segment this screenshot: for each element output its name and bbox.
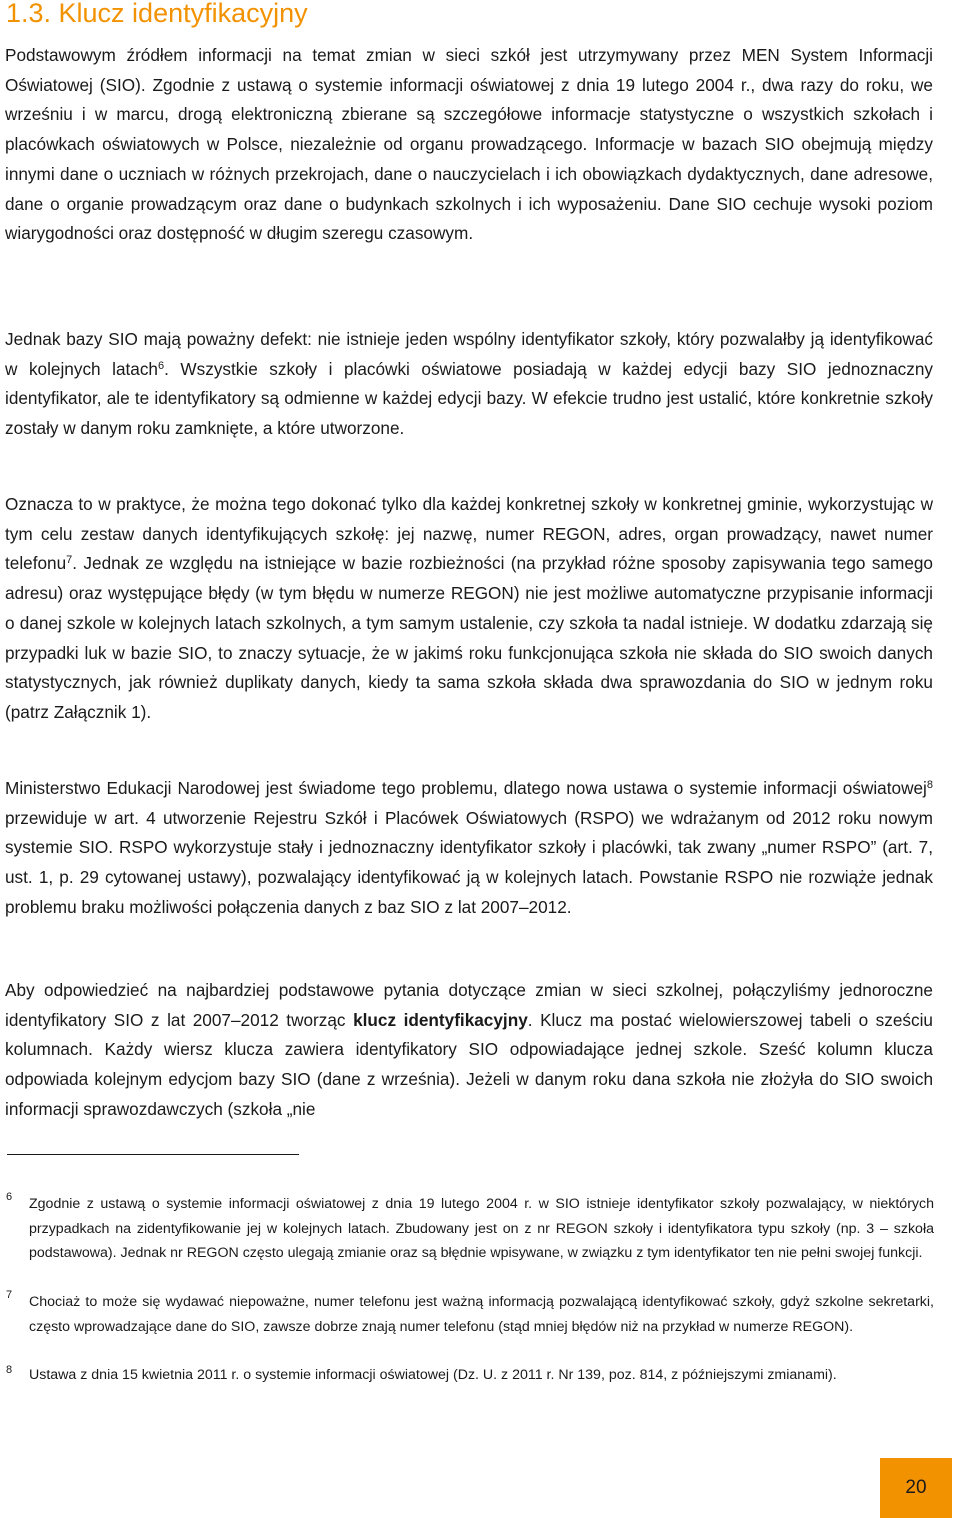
footnote-number: 6 [6,1191,13,1203]
footnote-7: Chociaż to może się wydawać niepoważne, numer telefonu jest ważną informacją pozwalającą identyfikować szkoły, gdyż szkolne sekretarki, często wprowadzające dane do SIO, zawsze dobrze znają numer telefonu (stąd mniej błędów niż na przykład w numerze REGON). [29,1294,934,1335]
paragraph-text: Aby odpowiedzieć na najbardziej podstawowe pytania dotyczące zmian w sieci szkolnej, połączyliśmy jednoroczne identyfikatory SIO z lat 2007–2012 tworząc [5,980,933,1030]
paragraph-practice [5,490,933,728]
page-number: 20 [905,1477,927,1498]
footnote-ref-6[interactable]: 6 [158,359,165,372]
paragraph-identification-key [5,976,933,1125]
paragraph-text: przewiduje w art. 4 utworzenie Rejestru Szkół i Placówek Oświatowych (RSPO) we wdrażanym od 2012 roku nowym systemie SIO. RSPO wykorzystuje stały i jednoznaczny identyfikator szkoły i placówki, tak zwany „numer RSPO” (art. 7, ust. 1, p. 29 cytowanej ustawy), pozwalający identyfikować ją w kolejnych latach. Powstanie RSPO nie rozwiąże jednak problemu braku możliwości połączenia danych z baz SIO z lat 2007–2012. [5,807,933,917]
page-number-box [880,1458,952,1518]
paragraph-sio-defect [5,325,933,444]
paragraph-sio-intro [5,41,933,249]
paragraph-text: . Klucz ma postać wielowierszowej tabeli o sześciu kolumnach. Każdy wiersz klucza zawiera identyfikatory SIO odpowiadające jednej szkole. Sześć kolumn klucza odpowiada kolejnym edycjom bazy SIO (dane z września). Jeżeli w danym roku dana szkoła nie złożyła do SIO swoich informacji sprawozdawczych (szkoła „nie [5,1009,933,1119]
paragraph-text: Ministerstwo Edukacji Narodowej jest świadome tego problemu, dlatego nowa ustawa o systemie informacji oświatowej [5,778,927,798]
section-heading: 1.3. Klucz identyfikacyjny [6,0,308,28]
footnote-separator [7,1154,299,1155]
paragraph-text: Oznacza to w praktyce, że można tego dokonać tylko dla każdej konkretnej szkoły w konkretnej gminie, wykorzystując w tym celu zestaw danych identyfikujących szkołę: jej nazwę, numer REGON, adres, organ prowadzący, nawet numer telefonu [5,494,933,574]
footnote-ref-7[interactable]: 7 [66,554,73,567]
paragraph-text: . Wszystkie szkoły i placówki oświatowe posiadają w każdej edycji bazy SIO jednoznaczny identyfikator, ale te identyfikatory są odmienne w każdej edycji bazy. W efekcie trudno jest ustalić, które konkretnie szkoły zostały w danym roku zamknięte, a które utworzone. [5,358,933,439]
key-term: klucz identyfikacyjny [353,1009,528,1030]
paragraph-text: Jednak bazy SIO mają poważny defekt: nie istnieje jeden wspólny identyfikator szkoły, który pozwalałby ją identyfikować w kolejnych latach [5,329,933,379]
footnote-ref-8[interactable]: 8 [926,779,933,791]
footnote-number: 8 [6,1364,13,1376]
paragraph-ministry [5,774,933,923]
footnote-8: Ustawa z dnia 15 kwietnia 2011 r. o systemie informacji oświatowej (Dz. U. z 2011 r. Nr 139, poz. 814, z późniejszymi zmianami). [29,1367,837,1383]
paragraph-text: Podstawowym źródłem informacji na temat zmian w sieci szkół jest utrzymywany przez MEN System Informacji Oświatowej (SIO). Zgodnie z ustawą o systemie informacji oświatowej z dnia 19 lutego 2004 r., dwa razy do roku, we wrześniu i w marcu, drogą elektroniczną zbierane są szczegółowe informacje statystyczne o wszystkich szkołach i placówkach oświatowych w Polsce, niezależnie od organu prowadzącego. Informacje w bazach SIO obejmują między innymi dane o uczniach w różnych przekrojach, dane o nauczycielach i ich obowiązkach dydaktycznych, dane adresowe, dane o organie prowadzącym oraz dane o budynkach szkolnych i ich wyposażeniu. Dane SIO cechuje wysoki poziom wiarygodności oraz dostępność w długim szeregu czasowym. [5,45,933,244]
footnote-6: Zgodnie z ustawą o systemie informacji oświatowej z dnia 19 lutego 2004 r. w SIO istnieje identyfikator szkoły pozwalający, w niektórych przypadkach na zidentyfikowanie jej w kolejnych latach. Zbudowany jest on z nr REGON szkoły i identyfikatora typu szkoły (np. 3 – szkoła podstawowa). Jednak nr REGON często ulegają zmianie oraz są błędnie wpisywane, w związku z tym identyfikator ten nie pełni swojej funkcji. [29,1196,934,1261]
footnote-number: 7 [6,1289,13,1301]
paragraph-text: . Jednak ze względu na istniejące w bazie rozbieżności (na przykład różne sposoby zapisywania tego samego adresu) oraz występujące błędy (w tym błędu w numerze REGON) nie jest możliwe automatyczne przypisanie informacji o danej szkole w kolejnych latach szkolnych, a tym samym ustalenie, czy szkoła ta nadal istnieje. W dodatku zdarzają się przypadki luk w bazie SIO, to znaczy sytuacje, że w jakimś roku funkcjonująca szkoła nie składa do SIO swoich danych statystycznych, jak również duplikaty danych, kiedy ta sama szkoła składa dwa sprawozdania do SIO w jednym roku (patrz Załącznik 1). [5,553,933,722]
